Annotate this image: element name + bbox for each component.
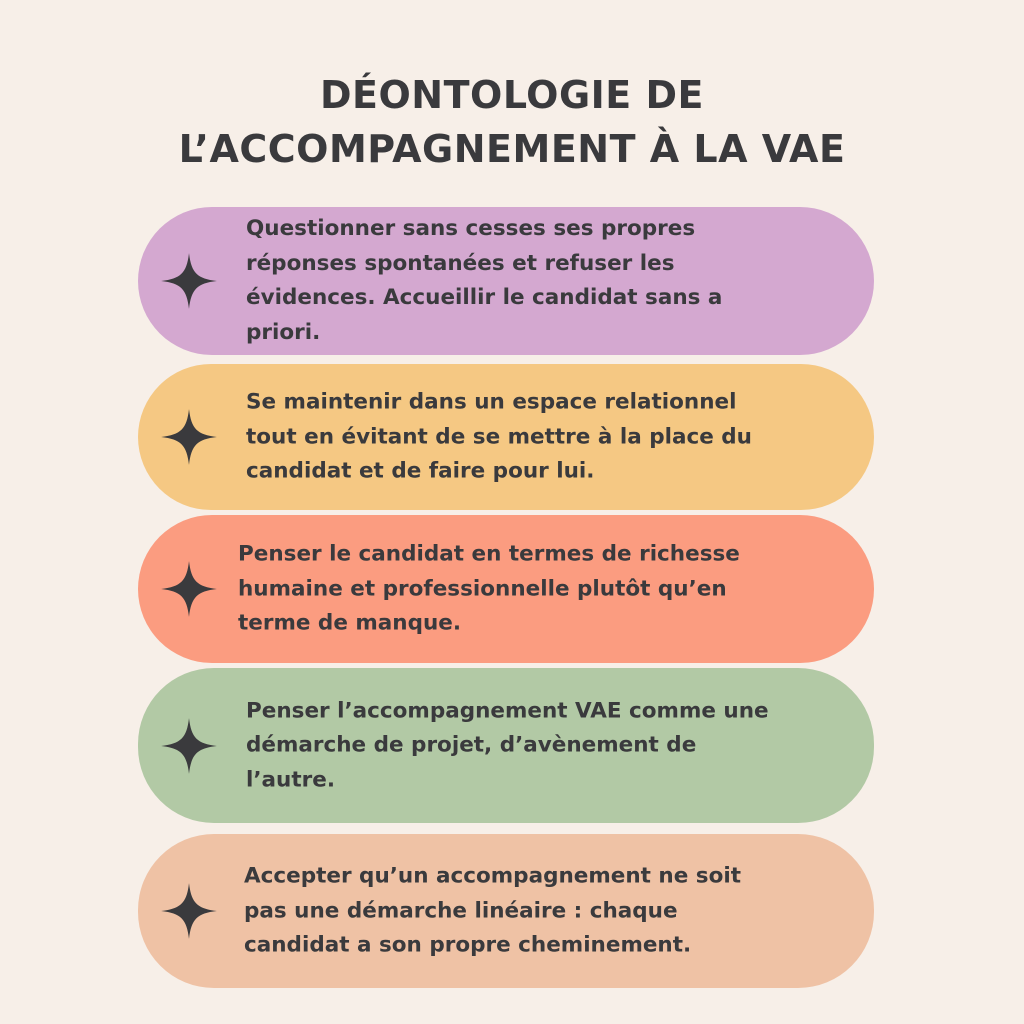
title-line-2: L’ACCOMPAGNEMENT À LA VAE — [178, 127, 846, 171]
principle-4-line-1: Penser l’accompagnement VAE comme une — [246, 697, 769, 723]
four-point-star-icon — [160, 408, 218, 466]
four-point-star-icon — [160, 882, 218, 940]
principle-card-1 — [138, 207, 874, 355]
four-point-star-icon — [160, 717, 218, 775]
principle-card-3 — [138, 515, 874, 663]
principle-3-line-3: terme de manque. — [238, 610, 462, 636]
principle-3-line-1: Penser le candidat en termes de richesse — [238, 541, 740, 567]
principle-card-2 — [138, 364, 874, 510]
principle-5-line-2: pas une démarche linéaire : chaque — [244, 897, 678, 923]
principle-card-5 — [138, 834, 874, 988]
page-title — [0, 68, 1024, 176]
principle-1-line-2: réponses spontanées et refuser les — [246, 250, 675, 276]
principle-4-line-3: l’autre. — [246, 766, 335, 792]
principle-5-line-3: candidat a son propre cheminement. — [244, 932, 692, 958]
principle-1-line-1: Questionner sans cesses ses propres — [246, 216, 696, 241]
principle-3-line-2: humaine et professionnelle plutôt qu’en — [238, 575, 727, 601]
principle-1-line-3: évidences. Accueillir le candidat sans a — [246, 285, 723, 310]
principle-text-3 — [238, 537, 838, 641]
principle-2-line-2: tout en évitant de se mettre à la place du — [246, 423, 752, 449]
principle-2-line-1: Se maintenir dans un espace relationnel — [246, 389, 737, 415]
principle-card-4 — [138, 668, 874, 823]
principle-1-line-4: priori. — [246, 319, 321, 345]
principle-text-2 — [246, 385, 826, 489]
principle-text-1 — [246, 212, 806, 350]
principle-4-line-2: démarche de projet, d’avènement de — [246, 732, 697, 758]
principle-2-line-3: candidat et de faire pour lui. — [246, 458, 595, 484]
title-line-1: DÉONTOLOGIE DE — [319, 73, 704, 117]
principle-text-4 — [246, 694, 846, 798]
principle-5-line-1: Accepter qu’un accompagnement ne soit — [244, 863, 741, 889]
four-point-star-icon — [160, 560, 218, 618]
principle-text-5 — [244, 859, 834, 963]
four-point-star-icon — [160, 252, 218, 310]
